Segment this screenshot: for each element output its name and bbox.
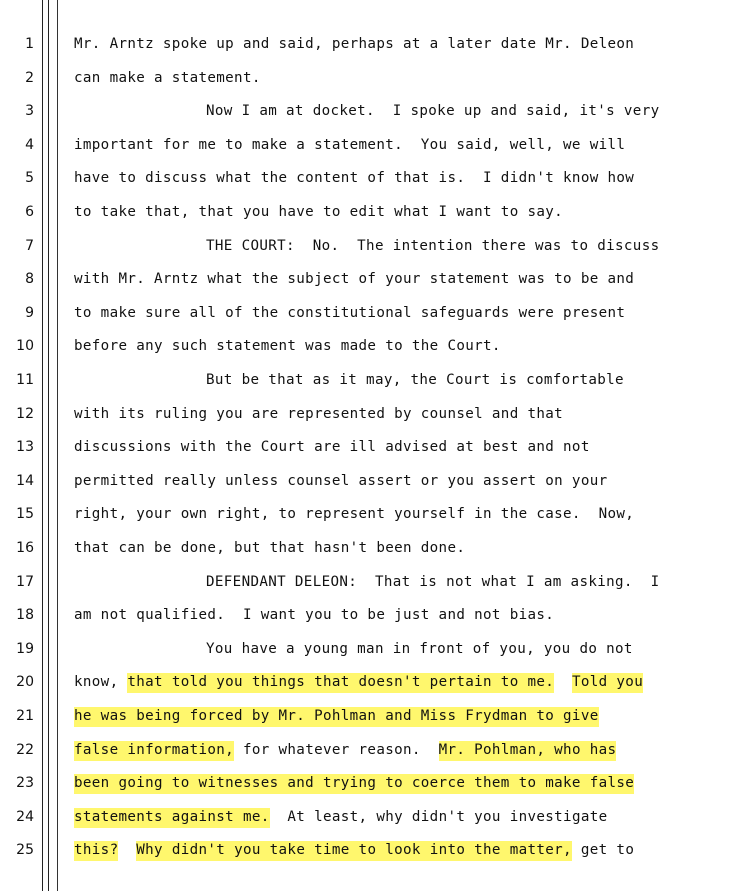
- transcript-line: [0, 600, 745, 630]
- line-number: 9: [25, 304, 34, 321]
- line-text: [74, 768, 725, 798]
- line-text: [206, 567, 725, 597]
- line-text: [74, 331, 725, 361]
- highlighted-text: statements against me.: [74, 808, 270, 828]
- text-segment: know,: [74, 674, 128, 691]
- transcript-line: [0, 735, 745, 765]
- transcript-line: [0, 466, 745, 496]
- highlighted-text: Why didn't you take time to look into the matter,: [136, 841, 572, 861]
- line-text: [74, 466, 725, 496]
- text-segment: that can be done, but that hasn't been done.: [74, 540, 466, 556]
- line-number: 12: [16, 405, 34, 422]
- text-segment: before any such statement was made to the Court.: [74, 338, 501, 355]
- line-number: 2: [25, 69, 34, 86]
- highlighted-text: false information,: [74, 741, 234, 761]
- line-text: [74, 499, 725, 529]
- line-text: [206, 365, 725, 395]
- highlighted-text: that told you things that doesn't pertain to me.: [127, 673, 554, 693]
- highlighted-text: been going to witnesses and trying to coerce them to make false: [74, 774, 634, 794]
- transcript-line: [0, 634, 745, 664]
- transcript-line: [0, 499, 745, 529]
- transcript-line: [0, 29, 745, 59]
- transcript-line: [0, 567, 745, 597]
- line-number: 24: [16, 808, 34, 825]
- line-text: [74, 667, 725, 697]
- text-segment: with Mr. Arntz what the subject of your statement was to be and: [74, 271, 635, 288]
- line-number: 1: [25, 36, 34, 52]
- line-text: [74, 130, 725, 160]
- line-text: [74, 399, 725, 429]
- line-text: [74, 298, 725, 328]
- highlighted-text: Told you: [572, 673, 643, 693]
- line-text: [206, 231, 725, 261]
- text-segment: right, your own right, to represent yourself in the case. Now,: [74, 506, 635, 523]
- line-text: [206, 96, 725, 126]
- text-segment: have to discuss what the content of that is. I didn't know how: [74, 170, 635, 187]
- text-segment: for whatever reason.: [234, 741, 439, 758]
- line-text: [74, 63, 725, 93]
- line-text: [74, 701, 725, 731]
- line-number: 14: [16, 472, 34, 489]
- transcript-line: [0, 96, 745, 126]
- line-number: 11: [16, 372, 34, 388]
- line-text: [74, 197, 725, 227]
- line-text: [74, 735, 725, 765]
- line-number: 8: [25, 271, 34, 288]
- transcript-line: [0, 197, 745, 227]
- transcript-line: [0, 264, 745, 294]
- transcript-line: [0, 768, 745, 798]
- line-text: [74, 802, 725, 832]
- line-text: [74, 432, 725, 462]
- line-number: 6: [25, 204, 34, 220]
- transcript-line: [0, 130, 745, 160]
- transcript-line: [0, 399, 745, 429]
- text-segment: discussions with the Court are ill advised at best and not: [74, 439, 590, 456]
- transcript-line: [0, 835, 745, 865]
- transcript-line: [0, 432, 745, 462]
- line-number: 4: [25, 136, 34, 153]
- line-text: [74, 163, 725, 193]
- line-number: 16: [16, 540, 34, 556]
- line-text: [74, 264, 725, 294]
- transcript-line: [0, 298, 745, 328]
- text-segment: important for me to make a statement. You said, well, we will: [74, 136, 626, 153]
- line-number: 17: [16, 573, 34, 590]
- transcript-line: [0, 231, 745, 261]
- text-segment: DEFENDANT DELEON: That is not what I am asking. I: [206, 573, 660, 590]
- line-text: [206, 634, 725, 664]
- line-number: 3: [25, 103, 34, 120]
- text-segment: You have a young man in front of you, you do not: [206, 640, 633, 657]
- text-segment: [554, 674, 572, 690]
- highlighted-text: Mr. Pohlman, who has: [439, 741, 617, 761]
- text-segment: [118, 842, 136, 858]
- line-number: 20: [16, 674, 34, 691]
- text-segment: Now I am at docket. I spoke up and said, it's very: [206, 103, 660, 120]
- transcript-line: [0, 365, 745, 395]
- text-segment: But be that as it may, the Court is comfortable: [206, 372, 624, 388]
- line-number: 5: [25, 170, 34, 187]
- line-number: 19: [16, 640, 34, 657]
- transcript-line: [0, 533, 745, 563]
- line-text: [74, 533, 725, 563]
- text-segment: THE COURT: No. The intention there was to discuss: [206, 237, 660, 254]
- text-segment: am not qualified. I want you to be just and not bias.: [74, 607, 555, 624]
- line-number: 13: [16, 439, 34, 456]
- text-segment: to take that, that you have to edit what I want to say.: [74, 204, 564, 220]
- line-number: 22: [16, 741, 34, 758]
- text-segment: get to: [571, 842, 635, 859]
- transcript-line: [0, 163, 745, 193]
- line-text: [74, 600, 725, 630]
- text-segment: can make a statement.: [74, 69, 261, 86]
- highlighted-text: this?: [74, 841, 118, 861]
- text-segment: Mr. Arntz spoke up and said, perhaps at a later date Mr. Deleon: [74, 36, 635, 52]
- line-text: [74, 29, 725, 59]
- transcript-line: [0, 701, 745, 731]
- line-number: 25: [16, 842, 34, 859]
- line-text: [74, 835, 725, 865]
- transcript-line: [0, 802, 745, 832]
- transcript-line: [0, 667, 745, 697]
- line-number: 7: [25, 237, 34, 254]
- line-number: 18: [16, 607, 34, 624]
- line-number: 21: [16, 708, 34, 724]
- transcript-line: [0, 63, 745, 93]
- line-number: 23: [16, 775, 34, 792]
- text-segment: to make sure all of the constitutional safeguards were present: [74, 304, 626, 321]
- line-number: 15: [16, 506, 34, 523]
- highlighted-text: he was being forced by Mr. Pohlman and Miss Frydman to give: [74, 707, 599, 727]
- transcript-line: [0, 331, 745, 361]
- text-segment: At least, why didn't you investigate: [269, 808, 608, 825]
- text-segment: with its ruling you are represented by counsel and that: [74, 405, 564, 422]
- text-segment: permitted really unless counsel assert or you assert on your: [74, 472, 608, 489]
- line-number: 10: [16, 338, 34, 355]
